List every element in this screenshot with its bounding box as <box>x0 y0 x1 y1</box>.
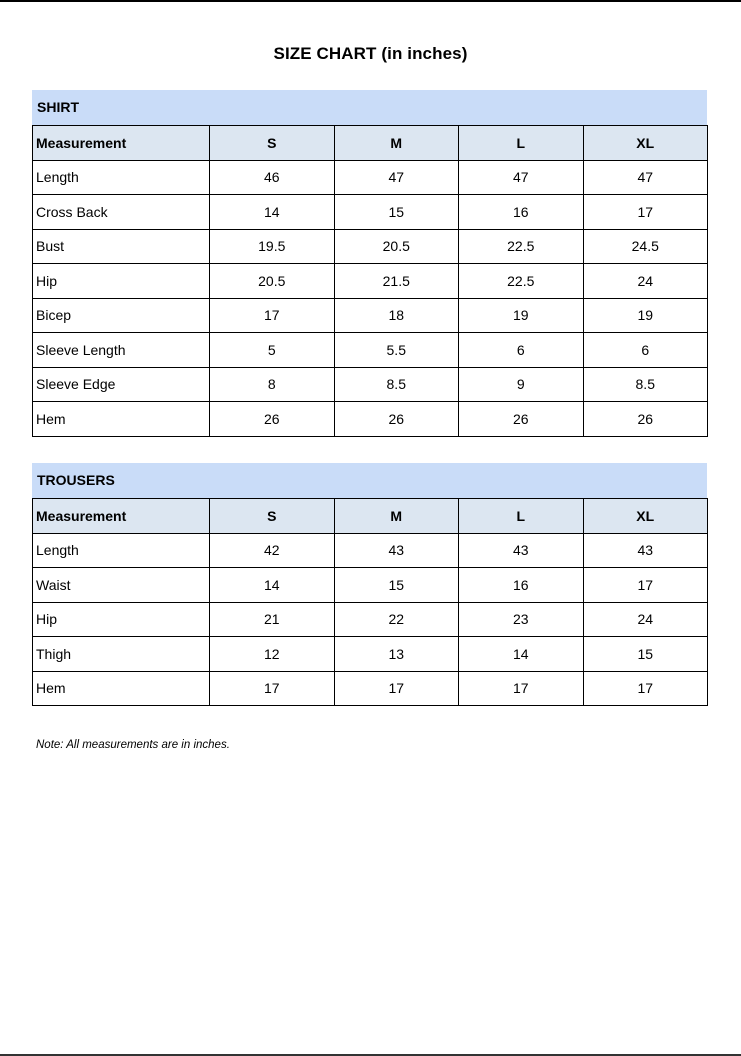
size-value: 14 <box>210 195 335 230</box>
size-value: 43 <box>459 533 584 568</box>
size-value: 17 <box>459 671 584 706</box>
size-value: 21.5 <box>334 264 459 299</box>
shirt-table-body <box>33 160 708 436</box>
table-row <box>33 602 708 637</box>
size-value: 23 <box>459 602 584 637</box>
size-value: 22 <box>334 602 459 637</box>
table-row <box>33 367 708 402</box>
size-value: 17 <box>583 568 708 603</box>
table-row <box>33 568 708 603</box>
measurement-label: Waist <box>33 568 210 603</box>
size-value: 20.5 <box>210 264 335 299</box>
shirt-header-xl: XL <box>583 126 708 161</box>
size-value: 14 <box>210 568 335 603</box>
measurement-label: Bust <box>33 229 210 264</box>
size-value: 12 <box>210 637 335 672</box>
trousers-section-header: TROUSERS <box>32 463 707 498</box>
size-value: 5 <box>210 333 335 368</box>
size-value: 18 <box>334 298 459 333</box>
size-value: 15 <box>334 195 459 230</box>
shirt-header-measurement: Measurement <box>33 126 210 161</box>
measurement-label: Cross Back <box>33 195 210 230</box>
size-value: 15 <box>334 568 459 603</box>
shirt-header-s: S <box>210 126 335 161</box>
size-value: 17 <box>583 671 708 706</box>
table-row <box>33 160 708 195</box>
size-value: 19 <box>583 298 708 333</box>
table-row <box>33 671 708 706</box>
size-value: 47 <box>583 160 708 195</box>
size-value: 6 <box>583 333 708 368</box>
trousers-header-measurement: Measurement <box>33 499 210 534</box>
shirt-header-m: M <box>334 126 459 161</box>
size-value: 26 <box>583 402 708 437</box>
size-value: 8 <box>210 367 335 402</box>
size-value: 17 <box>210 671 335 706</box>
table-row <box>33 402 708 437</box>
shirt-size-table <box>32 125 708 437</box>
measurement-label: Hem <box>33 671 210 706</box>
measurement-label: Sleeve Edge <box>33 367 210 402</box>
shirt-header-row <box>33 126 708 161</box>
measurement-label: Bicep <box>33 298 210 333</box>
size-value: 21 <box>210 602 335 637</box>
size-value: 47 <box>459 160 584 195</box>
page-top-border <box>0 0 741 2</box>
measurement-label: Sleeve Length <box>33 333 210 368</box>
page-title: SIZE CHART (in inches) <box>273 44 468 63</box>
shirt-section-header: SHIRT <box>32 90 707 125</box>
shirt-header-l: L <box>459 126 584 161</box>
size-value: 13 <box>334 637 459 672</box>
size-value: 17 <box>334 671 459 706</box>
trousers-header-xl: XL <box>583 499 708 534</box>
size-value: 17 <box>210 298 335 333</box>
measurement-label: Hip <box>33 264 210 299</box>
size-value: 22.5 <box>459 264 584 299</box>
table-row <box>33 195 708 230</box>
size-value: 43 <box>334 533 459 568</box>
size-value: 24 <box>583 602 708 637</box>
measurement-label: Thigh <box>33 637 210 672</box>
size-value: 26 <box>459 402 584 437</box>
table-row <box>33 264 708 299</box>
size-value: 6 <box>459 333 584 368</box>
size-value: 22.5 <box>459 229 584 264</box>
measurement-note: Note: All measurements are in inches. <box>36 739 230 751</box>
trousers-section <box>32 463 707 706</box>
size-value: 24 <box>583 264 708 299</box>
table-row <box>33 533 708 568</box>
size-value: 5.5 <box>334 333 459 368</box>
trousers-table-body <box>33 533 708 706</box>
size-value: 16 <box>459 568 584 603</box>
table-row <box>33 229 708 264</box>
size-value: 19.5 <box>210 229 335 264</box>
size-value: 19 <box>459 298 584 333</box>
size-value: 43 <box>583 533 708 568</box>
trousers-header-l: L <box>459 499 584 534</box>
size-value: 9 <box>459 367 584 402</box>
table-row <box>33 333 708 368</box>
size-value: 14 <box>459 637 584 672</box>
size-value: 24.5 <box>583 229 708 264</box>
size-value: 8.5 <box>583 367 708 402</box>
size-value: 15 <box>583 637 708 672</box>
measurement-label: Length <box>33 533 210 568</box>
trousers-header-m: M <box>334 499 459 534</box>
size-value: 26 <box>334 402 459 437</box>
trousers-header-s: S <box>210 499 335 534</box>
measurement-label: Length <box>33 160 210 195</box>
size-value: 42 <box>210 533 335 568</box>
shirt-section <box>32 90 707 437</box>
measurement-label: Hem <box>33 402 210 437</box>
size-value: 8.5 <box>334 367 459 402</box>
size-value: 46 <box>210 160 335 195</box>
size-value: 26 <box>210 402 335 437</box>
size-value: 16 <box>459 195 584 230</box>
measurement-label: Hip <box>33 602 210 637</box>
trousers-size-table <box>32 498 708 706</box>
table-row <box>33 637 708 672</box>
table-row <box>33 298 708 333</box>
size-value: 17 <box>583 195 708 230</box>
size-value: 20.5 <box>334 229 459 264</box>
size-value: 47 <box>334 160 459 195</box>
trousers-header-row <box>33 499 708 534</box>
